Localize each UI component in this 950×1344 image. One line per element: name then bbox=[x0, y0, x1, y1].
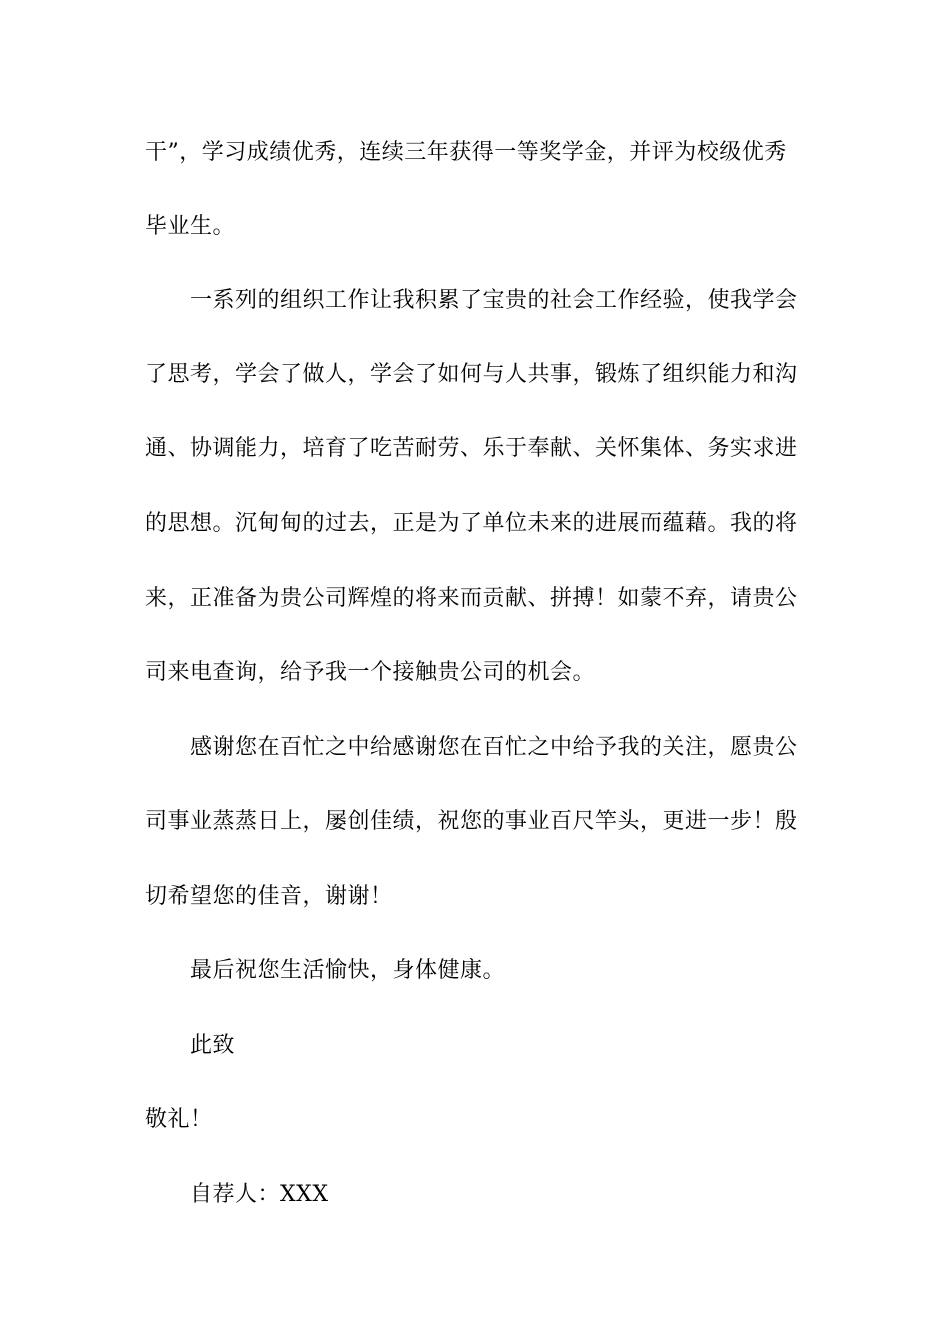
text-line: 通、协调能力，培育了吃苦耐劳、乐于奉献、关怀集体、务实求进 bbox=[145, 436, 798, 461]
paragraph-line: 一系列的组织工作让我积累了宝贵的社会工作经验，使我学会 bbox=[190, 288, 798, 313]
closing-wish: 最后祝您生活愉快，身体健康。 bbox=[190, 958, 506, 983]
text-line: 干”，学习成绩优秀，连续三年获得一等奖学金，并评为校级优秀 bbox=[145, 140, 787, 165]
paragraph-line: 感谢您在百忙之中给感谢您在百忙之中给予我的关注，愿贵公 bbox=[190, 735, 798, 760]
text-line: 毕业生。 bbox=[145, 214, 236, 239]
text-line: 切希望您的佳音，谢谢！ bbox=[145, 884, 393, 909]
text-line: 了思考，学会了做人，学会了如何与人共事，锻炼了组织能力和沟 bbox=[145, 362, 798, 387]
text-line: 司事业蒸蒸日上，屡创佳绩，祝您的事业百尺竿头，更进一步！殷 bbox=[145, 809, 798, 834]
salutation: 此致 bbox=[190, 1033, 236, 1058]
signature: 自荐人：XXX bbox=[190, 1182, 329, 1207]
text-line: 的思想。沉甸甸的过去，正是为了单位未来的进展而蕴藉。我的将 bbox=[145, 511, 798, 536]
text-line: 来，正准备为贵公司辉煌的将来而贡献、拼搏！如蒙不弃，请贵公 bbox=[145, 586, 798, 611]
text-line: 司来电查询，给予我一个接触贵公司的机会。 bbox=[145, 660, 596, 685]
regards: 敬礼！ bbox=[145, 1107, 213, 1132]
